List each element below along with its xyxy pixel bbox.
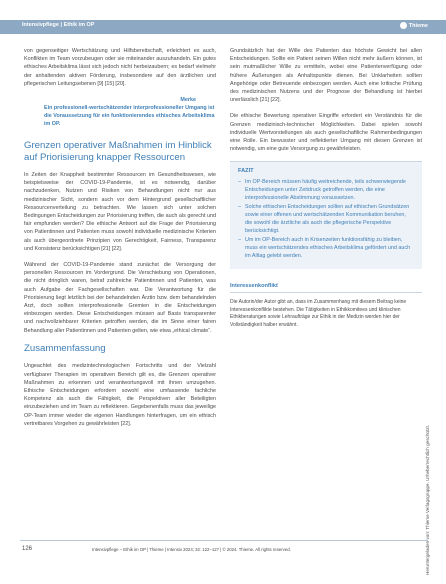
header-bar — [0, 20, 446, 34]
logo-text: Thieme — [408, 22, 428, 29]
left-column — [24, 47, 216, 436]
footer-divider — [20, 540, 428, 541]
page-number: 126 — [22, 546, 33, 552]
paragraph: von gegenseitiger Wertschätzung und Hilfsbereitschaft, erleichtert es auch, Konflikten im Team vorzubeugen oder sie miteinander auszuhandeln. Ein gutes ethisches Arbeitsklima lässt sich jedoch nicht herbeizaubern; es bedarf vielmehr der anhaltenden aktiven Förderung, insbesondere auf den ärztlichen und pflegerischen Leitungsebenen [9] [15] [20]. — [24, 48, 216, 87]
fazit-title: FAZIT — [238, 168, 254, 175]
fazit-item: – Im OP-Bereich müssen häufig weitreichende, teils schwerwiegende Entscheidungen unter Zeitdruck getroffen werden, die eine interprofessionelle Abstimmung voraussetzen. — [238, 178, 414, 202]
interessenkonflikt-text: Die Autorin/der Autor gibt an, dass im Zusammenhang mit diesem Beitrag keine Interessenkonflikte bestehen. Die Tätigkeiten in Ethikkomitees und klinischen Ethikberatungen sowie Lehraufträge zur Ethik in der Medizin werden hier der Vollständigkeit halber erwähnt. — [230, 299, 407, 328]
paragraph: Grundsätzlich hat der Wille des Patienten das höchste Gewicht bei allen Entscheidungen. Sollte ein Patient seinen Willen nicht mehr äußern können, ist sein mutmaßlicher Wille zu ermitteln, wobei eine Patientenverfügung oder frühere Äußerungen als Anhaltspunkte dienen. Bei Unklarheiten sollten Angehörige oder Betreuende einbezogen werden. Auch eine kritische Prüfung des medizinischen Nutzens und der Prognose der Behandlung ist hierbei unerlässlich [21] [22]. — [230, 48, 422, 104]
fazit-item: – Um im OP-Bereich auch in Krisenzeiten funktionsfähig zu bleiben, muss ein wertschätzendes ethisches Arbeitsklima gefördert und auch im Alltag gelebt werden. — [238, 236, 414, 260]
publisher-logo — [400, 22, 428, 29]
merke-text: Ein professionell-wertschätzender interprofessioneller Umgang ist die Voraussetzung für ein funktionierendes ethisches Arbeitsklima im OP. — [44, 105, 215, 128]
fazit-box — [230, 161, 422, 269]
paragraph: Ungeachtet des medizintechnologischen Fortschritts und der Vielzahl verfügbarer Therapien im operativen Bereich gilt es, die Grenzen operativer Maßnahmen zu erkennen und verantwortungsvoll mit ihnen umzugehen. Ethische Entscheidungen erfordern sowohl eine umfassende fachliche Kompetenz als auch die Fähigkeit, die Perspektiven aller Beteiligten einzubeziehen und im Team zu reflektieren. Gegebenenfalls muss das jeweilige OP-Team immer wieder die eigenen Handlungen hinterfragen, um ein ethisch vertretbares Vorgehen zu gewährleisten [22]. — [24, 363, 216, 427]
section-heading: Zusammenfassung — [24, 342, 106, 354]
fazit-list — [238, 178, 414, 260]
merke-box — [24, 96, 216, 128]
right-column — [230, 47, 422, 329]
section-label: Intensivpflege | Ethik im OP — [22, 22, 95, 28]
paragraph: Die ethische Bewertung operativer Eingriffe erfordert ein Verständnis für die Grenzen medizinisch-technischer Möglichkeiten. Dabei spielen sowohl individuelle Wertvorstellungen als auch gesellschaftliche Rahmenbedingungen eine Rolle. Ein bewusster und reflektierter Umgang mit diesen Grenzen ist notwendig, um eine gute Versorgung zu gewährleisten. — [230, 113, 422, 153]
download-notice: Heruntergeladen von: Thieme Verlagsgruppe. Urheberrechtlich geschützt. — [425, 424, 430, 575]
logo-icon — [400, 22, 407, 29]
footer-citation: Intensivpflege – Ethik im OP | Thieme | Intensiv 2024; 32: 122–127 | © 2024. Thieme. All rights reserved. — [92, 547, 291, 552]
paragraph: Während der COVID-19-Pandemie stand zunächst die Versorgung der personellen Ressourcen im Vordergrund. Die Verschiebung von Operationen, die nicht dringlich waren, betraf zahlreiche Patientinnen und Patienten, was auch Aufgabe der Fachgesellschaften war. Die Verantwortung für die Priorisierung liegt letztlich bei der behandelnden Ärztin bzw. dem behandelnden Arzt, doch sollten interprofessionelle Gremien in die Entscheidungen einbezogen werden. Diese Entscheidungen müssen auf Basis transparenter und nachvollziehbarer Kriterien getroffen werden, die im Sinne einer fairen Behandlung aller Patientinnen und Patienten gelten, wie etwa „ethical climate“. — [24, 262, 216, 334]
fazit-item: – Solche ethischen Entscheidungen sollten auf ethischen Grundsätzen sowie einer offenen und wertschätzenden Kommunikation beruhen, die sowohl die ärztliche als auch die pflegerische Perspektive berücksichtigt. — [238, 203, 414, 235]
merke-title: Merke — [180, 97, 196, 104]
paragraph: In Zeiten der Knappheit bestimmter Ressourcen im Gesundheitswesen, wie beispielsweise der COVID-19-Pandemie, ist es notwendig, darüber nachzudenken, Nutzen und Risiken von Behandlungen nicht nur aus medizinischer Sicht, sondern auch vor dem Hintergrund gesellschaftlicher Ressourcenverteilung zu betrachten. Wie lassen sich unter solchen Bedingungen Entscheidungen zur Priorisierung treffen, die auch als gerecht und fair empfunden werden? Die ethische Antwort auf die Frage der Priorisierung von Patientinnen und Patienten muss sowohl individuelle medizinische Kriterien als auch übergeordnete Prinzipien von Gerechtigkeit, Fairness, Transparenz und Konsistenz berücksichtigen [21] [22]. — [24, 172, 216, 252]
section-heading: Grenzen operativer Maßnahmen im Hinblick auf Priorisierung knapper Ressourcen — [24, 140, 212, 163]
interessenkonflikt-title: Interessenkonflikt — [230, 283, 422, 293]
